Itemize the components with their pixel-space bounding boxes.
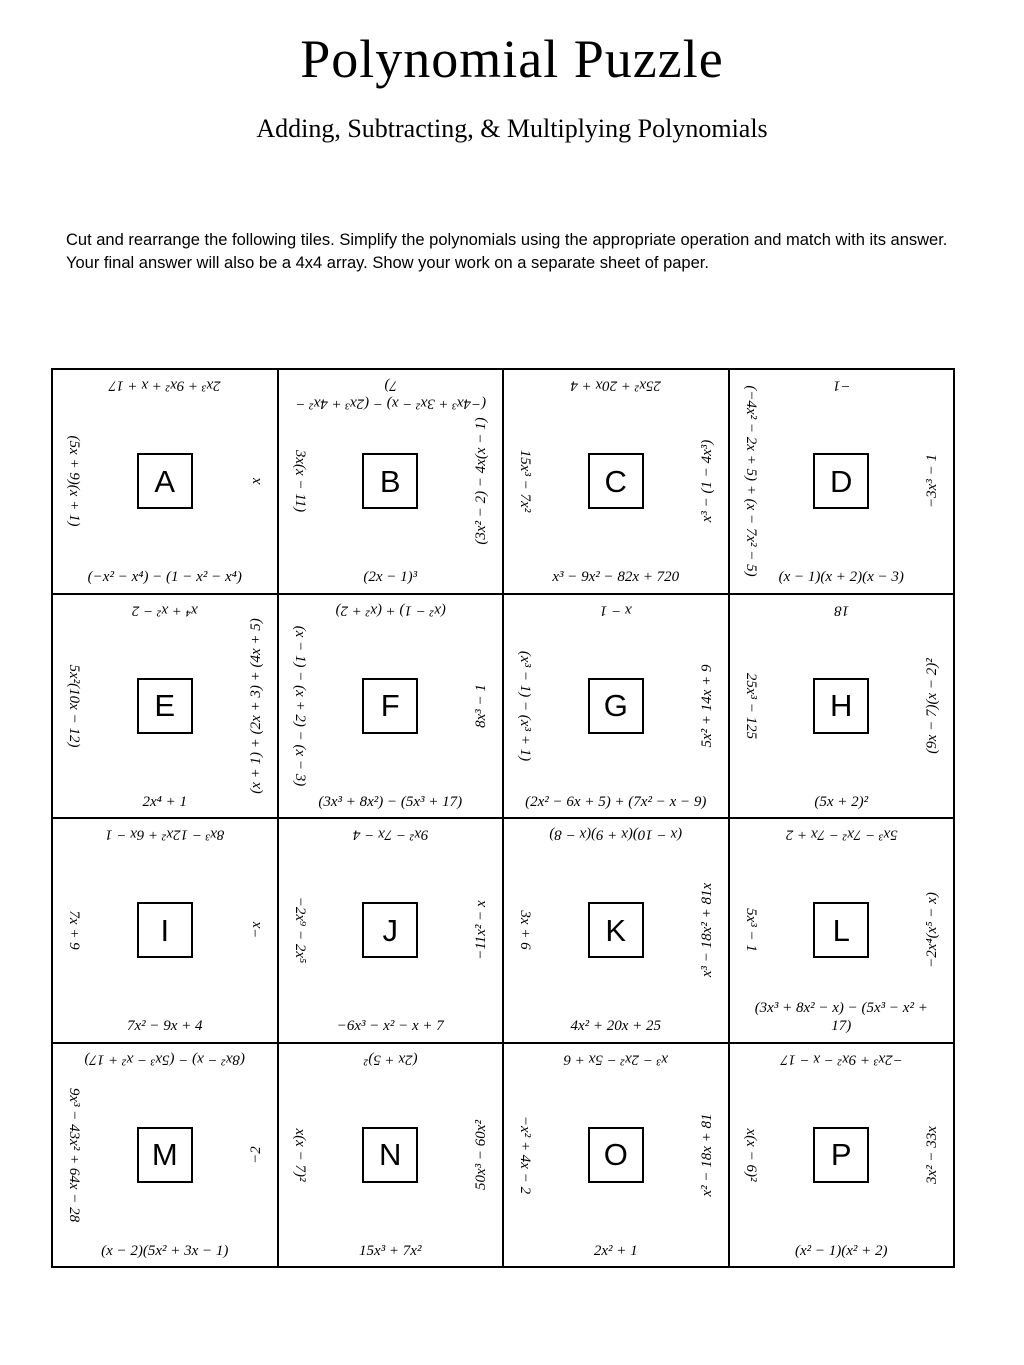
tile-expression-bottom: (3x³ + 8x² − x) − (5x³ − x² + 17) bbox=[754, 999, 928, 1035]
page-subtitle: Adding, Subtracting, & Multiplying Polynomials bbox=[256, 114, 768, 144]
tile-letter: M bbox=[151, 1137, 178, 1173]
tile-letter: N bbox=[379, 1137, 402, 1173]
instructions-text: Cut and rearrange the following tiles. Simplify the polynomials using the appropriate operation and match with its answer. Your final answer will also be a 4x4 array. Show your work on a separate sheet of paper. bbox=[66, 230, 948, 273]
tile-letter: K bbox=[605, 912, 627, 948]
tile-expression-right: 8x³ − 1 bbox=[472, 683, 489, 728]
tile-expression-bottom: 7x² − 9x + 4 bbox=[126, 1018, 203, 1035]
tile-expression-top: 5x³ − 7x² − 7x + 2 bbox=[785, 826, 898, 843]
tile-expression-top: 9x² − 7x − 4 bbox=[352, 826, 429, 843]
tile-expression-bottom: x³ − 9x² − 82x + 720 bbox=[552, 569, 680, 586]
tile-expression-top: x³ − 2x² − 5x + 6 bbox=[563, 1050, 668, 1067]
puzzle-tile[interactable] bbox=[504, 819, 730, 1044]
tile-expression-right: 3x² − 33x bbox=[923, 1125, 940, 1184]
tile-expression-bottom: −6x³ − x² − x + 7 bbox=[336, 1018, 444, 1035]
tile-expression-left: 5x³ − 1 bbox=[742, 908, 759, 953]
tile-expression-top: 8x³ − 12x² + 6x − 1 bbox=[105, 826, 225, 843]
tile-expression-left: (5x + 9)(x + 1) bbox=[66, 435, 83, 527]
tile-expression-top: −2x³ + 9x² − x − 17 bbox=[780, 1050, 903, 1067]
tile-expression-top: x − 1 bbox=[599, 601, 632, 618]
puzzle-tile[interactable] bbox=[504, 595, 730, 820]
tile-letter-box bbox=[362, 1127, 418, 1183]
puzzle-tile[interactable] bbox=[730, 1044, 956, 1269]
tile-expression-left: 3x + 6 bbox=[517, 910, 534, 950]
tile-expression-bottom: (−x² − x⁴) − (1 − x² − x⁴) bbox=[87, 569, 242, 586]
tile-letter-box bbox=[137, 453, 193, 509]
tile-letter: L bbox=[832, 912, 850, 948]
tile-expression-right: (9x − 7)(x − 2)² bbox=[923, 657, 940, 754]
tile-expression-left: 15x³ − 7x² bbox=[517, 450, 534, 513]
tile-expression-right: (3x² − 2) − 4x(x − 1) bbox=[472, 417, 489, 545]
tile-letter-box bbox=[137, 1127, 193, 1183]
tile-letter-box bbox=[588, 902, 644, 958]
tile-letter: C bbox=[604, 463, 627, 499]
tile-expression-right: −2 bbox=[247, 1145, 264, 1164]
tile-letter: H bbox=[830, 688, 853, 724]
tile-expression-left: 7x + 9 bbox=[66, 910, 83, 950]
tile-expression-bottom: (5x + 2)² bbox=[814, 793, 869, 810]
tile-letter: E bbox=[154, 688, 176, 724]
tile-expression-top: (x − 10)(x + 9)(x − 8) bbox=[549, 826, 683, 843]
puzzle-tile[interactable] bbox=[730, 595, 956, 820]
tile-expression-right: x bbox=[247, 477, 264, 485]
tile-letter: F bbox=[380, 688, 400, 724]
tile-expression-left: x(x − 7)² bbox=[291, 1128, 308, 1182]
tile-letter: B bbox=[379, 463, 401, 499]
tile-expression-left: 3x(x − 11) bbox=[291, 450, 308, 513]
tile-letter-box bbox=[362, 902, 418, 958]
puzzle-tile[interactable] bbox=[279, 819, 505, 1044]
tile-expression-right: 5x² + 14x + 9 bbox=[698, 664, 715, 748]
tile-expression-left: 9x³ − 43x² + 64x − 28 bbox=[66, 1087, 83, 1222]
tile-expression-left: (−4x² − 2x + 5) + (x − 7x² − 5) bbox=[742, 385, 759, 577]
tile-expression-left: (x − 1) − (x + 2) − (x − 3) bbox=[291, 625, 308, 787]
tile-expression-left: 25x³ − 125 bbox=[742, 672, 759, 739]
tile-expression-top: 18 bbox=[833, 601, 849, 618]
tile-expression-top: x⁴ + x² − 2 bbox=[131, 601, 198, 618]
tile-letter: P bbox=[830, 1137, 852, 1173]
tile-letter: A bbox=[154, 463, 176, 499]
puzzle-tile[interactable] bbox=[279, 595, 505, 820]
tile-expression-bottom: 15x³ + 7x² bbox=[359, 1242, 422, 1259]
puzzle-tile[interactable] bbox=[279, 1044, 505, 1269]
tile-expression-right: 50x³ − 60x² bbox=[472, 1119, 489, 1190]
tile-letter: J bbox=[382, 912, 398, 948]
tile-expression-left: −x² + 4x − 2 bbox=[517, 1115, 534, 1194]
tile-expression-bottom: 2x⁴ + 1 bbox=[142, 793, 187, 810]
tile-expression-top: (−4x³ + 3x² − x) − (2x³ + 4x² − 7) bbox=[294, 377, 486, 412]
puzzle-grid bbox=[51, 368, 955, 1268]
tile-expression-left: (x³ − 1) − (x³ + 1) bbox=[517, 650, 534, 761]
tile-expression-bottom: (x − 2)(5x² + 3x − 1) bbox=[101, 1242, 229, 1259]
tile-expression-top: (8x² − x) − (5x³ − x² + 17) bbox=[84, 1050, 246, 1067]
puzzle-tile[interactable] bbox=[53, 1044, 279, 1269]
tile-expression-bottom: (3x³ + 8x²) − (5x³ + 17) bbox=[318, 793, 463, 810]
tile-expression-left: −2x⁹ − 2x⁵ bbox=[291, 897, 308, 964]
tile-letter-box bbox=[137, 678, 193, 734]
puzzle-tile[interactable] bbox=[504, 370, 730, 595]
puzzle-tile[interactable] bbox=[53, 595, 279, 820]
tile-letter-box bbox=[588, 1127, 644, 1183]
tile-expression-right: −x bbox=[247, 921, 264, 939]
tile-letter: G bbox=[603, 688, 628, 724]
tile-expression-right: x³ − 18x² + 81x bbox=[698, 883, 715, 978]
tile-letter-box bbox=[588, 678, 644, 734]
tile-expression-right: x² − 18x + 81 bbox=[698, 1113, 715, 1197]
tile-letter: O bbox=[603, 1137, 628, 1173]
worksheet-header bbox=[0, 0, 1024, 144]
tile-expression-right: −2x⁴(x⁵ − x) bbox=[923, 892, 940, 969]
tile-expression-top: 2x³ + 9x² + x + 17 bbox=[108, 377, 221, 394]
tile-letter-box bbox=[362, 678, 418, 734]
puzzle-tile[interactable] bbox=[279, 370, 505, 595]
tile-expression-right: x³ − (1 − 4x³) bbox=[698, 439, 715, 523]
tile-expression-top: (2x + 5)² bbox=[363, 1050, 418, 1067]
tile-letter: D bbox=[830, 463, 853, 499]
tile-expression-top: (x² − 1) + (x² + 2) bbox=[335, 601, 446, 618]
tile-expression-left: x(x − 6)² bbox=[742, 1128, 759, 1182]
puzzle-tile[interactable] bbox=[730, 819, 956, 1044]
tile-letter-box bbox=[588, 453, 644, 509]
puzzle-tile[interactable] bbox=[53, 819, 279, 1044]
page-title: Polynomial Puzzle bbox=[300, 29, 724, 89]
puzzle-tile[interactable] bbox=[53, 370, 279, 595]
tile-letter-box bbox=[813, 902, 869, 958]
tile-letter: I bbox=[160, 912, 170, 948]
tile-letter-box bbox=[137, 902, 193, 958]
tile-expression-bottom: (2x² − 6x + 5) + (7x² − x − 9) bbox=[525, 793, 707, 810]
tile-expression-top: −1 bbox=[832, 377, 851, 394]
tile-expression-bottom: (2x − 1)³ bbox=[363, 569, 418, 586]
tile-letter-box bbox=[813, 453, 869, 509]
tile-expression-left: 5x²(10x − 12) bbox=[66, 664, 83, 748]
tile-expression-right: −11x² − x bbox=[472, 900, 489, 960]
tile-expression-right: (x + 1) + (2x + 3) + (4x + 5) bbox=[247, 617, 264, 794]
tile-letter-box bbox=[813, 1127, 869, 1183]
tile-expression-bottom: (x² − 1)(x² + 2) bbox=[794, 1242, 888, 1259]
tile-letter-box bbox=[362, 453, 418, 509]
puzzle-tile[interactable] bbox=[730, 370, 956, 595]
tile-expression-top: 25x² + 20x + 4 bbox=[570, 377, 662, 394]
tile-expression-bottom: 4x² + 20x + 25 bbox=[570, 1018, 662, 1035]
tile-expression-bottom: (x − 1)(x + 2)(x − 3) bbox=[778, 569, 904, 586]
tile-letter-box bbox=[813, 678, 869, 734]
tile-expression-right: −3x³ − 1 bbox=[923, 454, 940, 509]
tile-expression-bottom: 2x² + 1 bbox=[593, 1242, 638, 1259]
puzzle-tile[interactable] bbox=[504, 1044, 730, 1269]
